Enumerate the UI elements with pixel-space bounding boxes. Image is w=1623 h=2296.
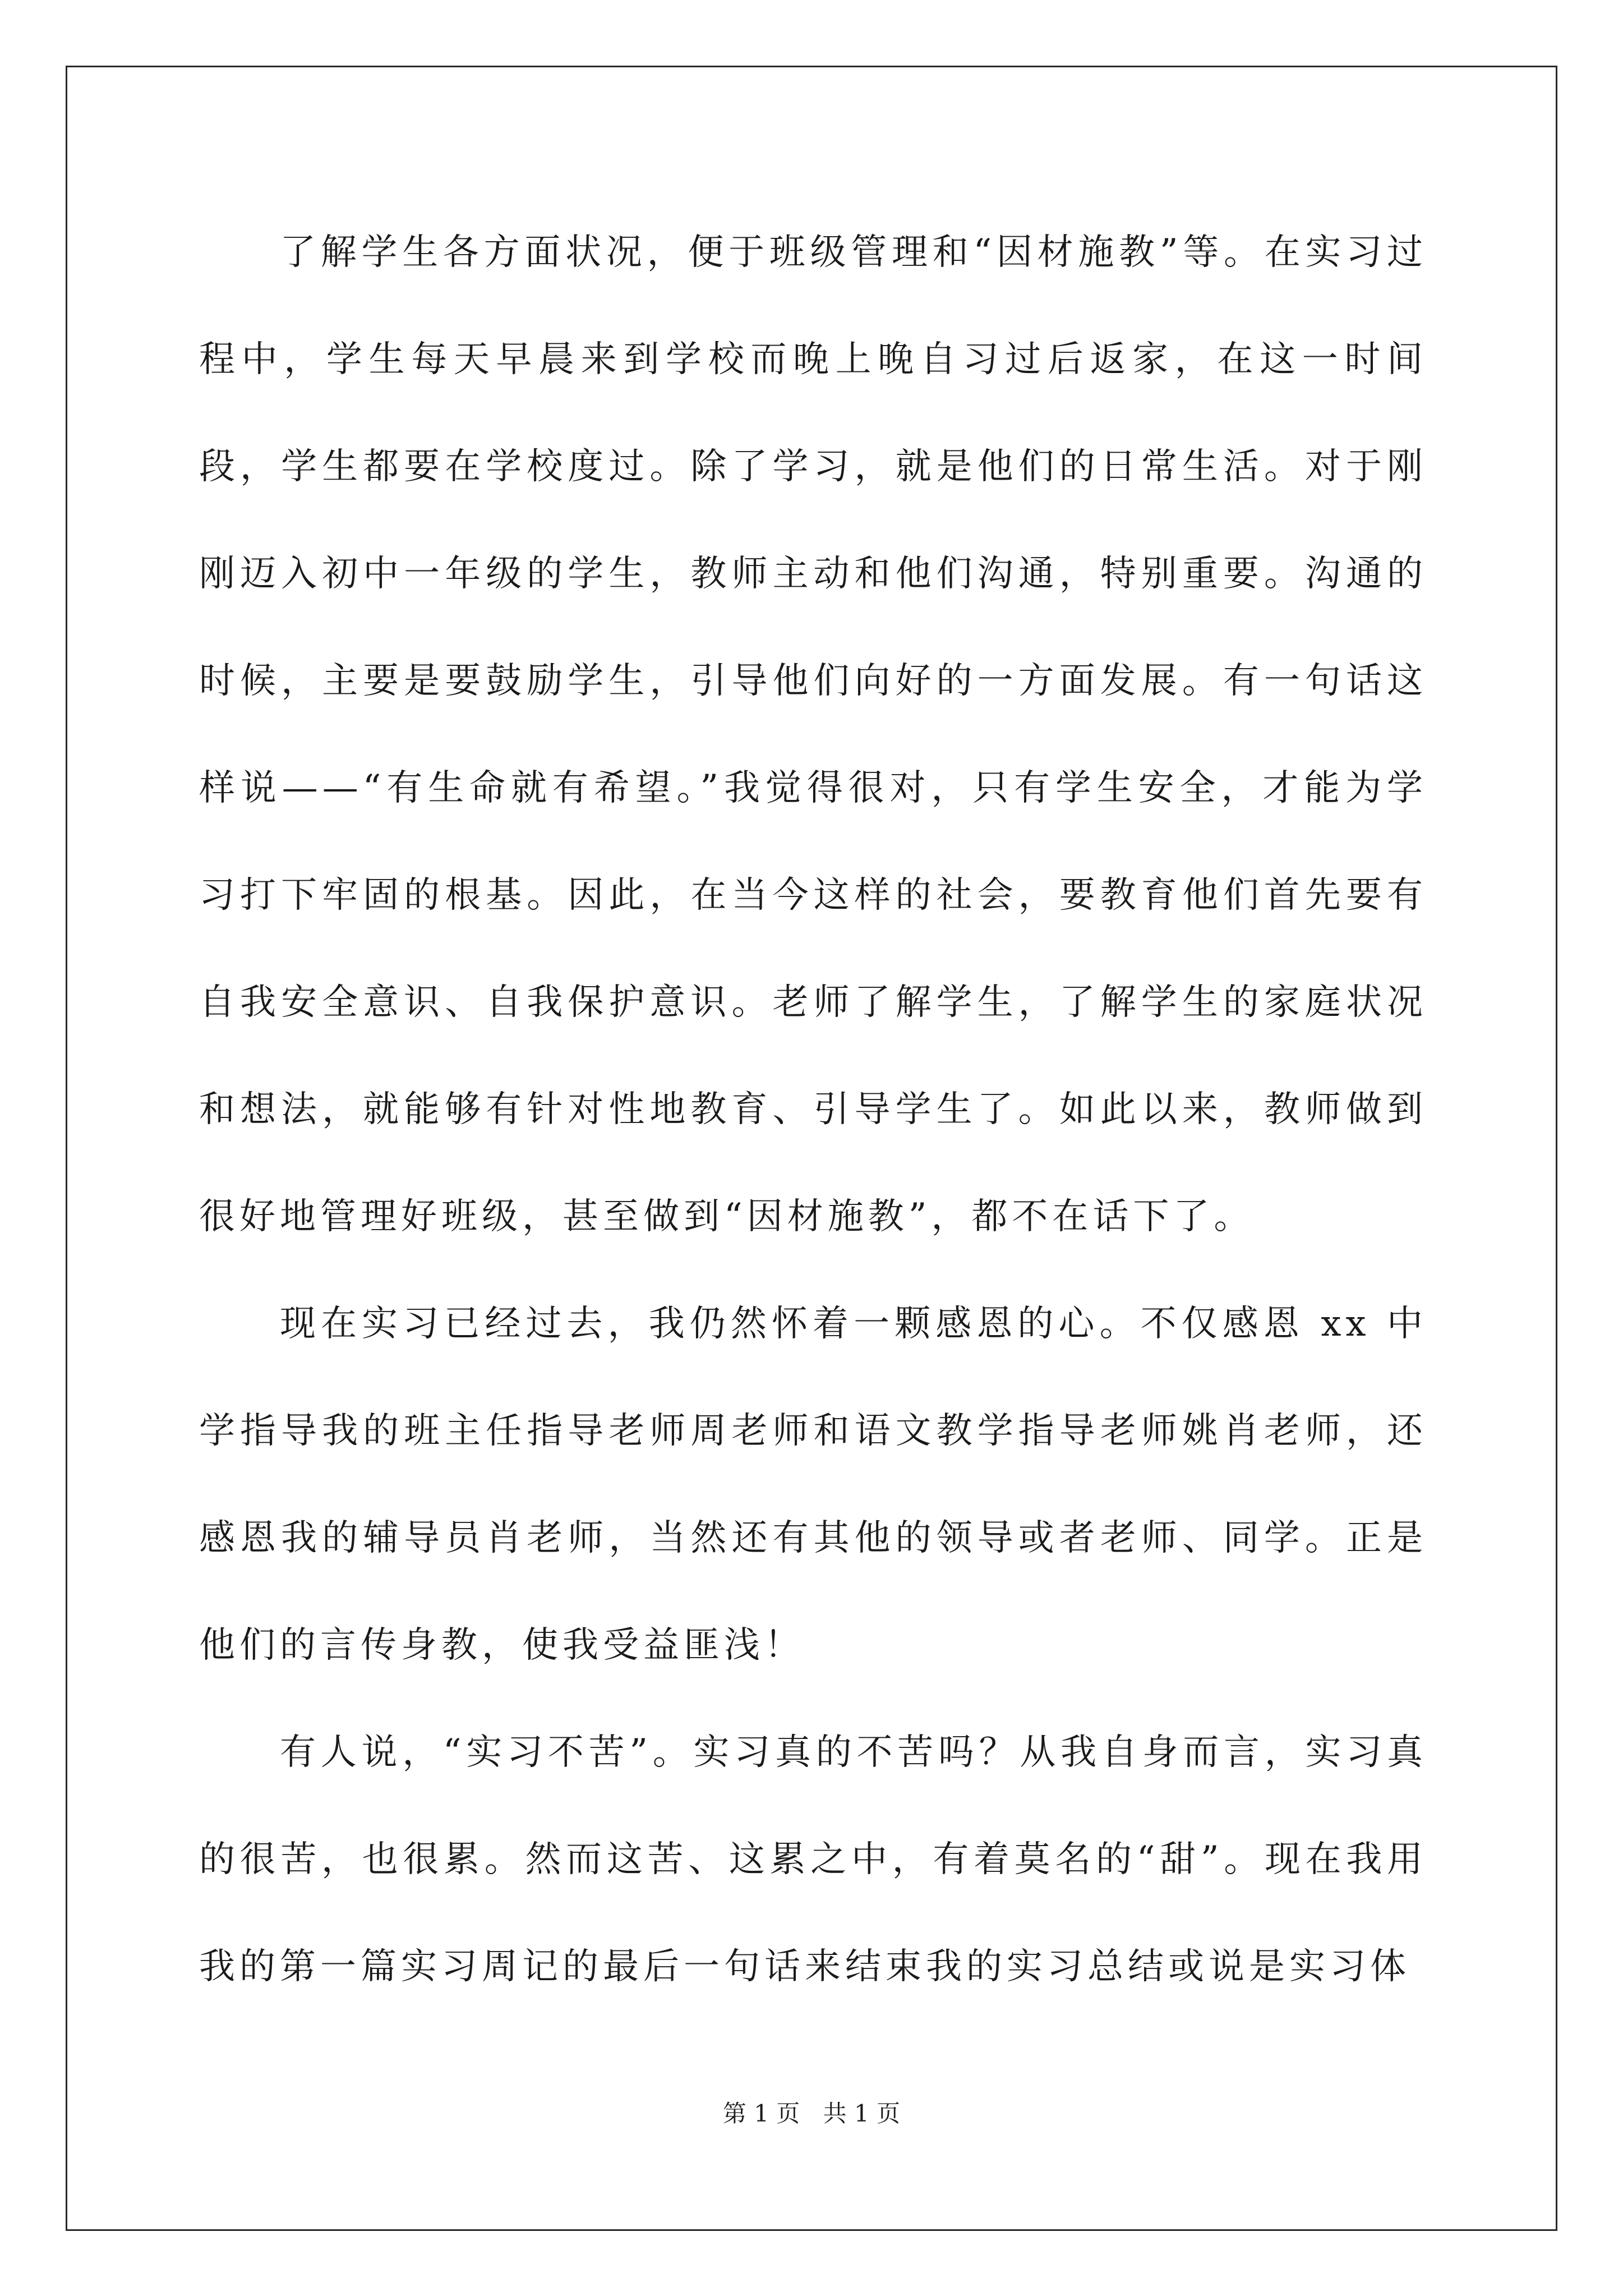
paragraph-3: 有人说，“实习不苦”。实习真的不苦吗？从我自身而言，实习真的很苦，也很累。然而这苦、这累之中，有着莫名的“甜”。现在我用我的第一篇实习周记的最后一句话来结束我的实习总结或说是实习体 (199, 1732, 1427, 1987)
document-body (199, 199, 1427, 2021)
page-total: 共 1 页 (823, 2100, 901, 2127)
paragraph-2: 现在实习已经过去，我仍然怀着一颗感恩的心。不仅感恩 xx 中学指导我的班主任指导老师周老师和语文教学指导老师姚肖老师，还感恩我的辅导员肖老师，当然还有其他的领导或者老师、同学。正是他们的言传身教，使我受益匪浅！ (199, 1303, 1427, 1666)
page-footer (0, 2095, 1623, 2129)
paragraph-1: 了解学生各方面状况，便于班级管理和“因材施教”等。在实习过程中，学生每天早晨来到学校而晚上晚自习过后返家，在这一时间段，学生都要在学校度过。除了学习，就是他们的日常生活。对于刚刚迈入初中一年级的学生，教师主动和他们沟通，特别重要。沟通的时候，主要是要鼓励学生，引导他们向好的一方面发展。有一句话这样说——“有生命就有希望。”我觉得很对，只有学生安全，才能为学习打下牢固的根基。因此，在当今这样的社会，要教育他们首先要有自我安全意识、自我保护意识。老师了解学生，了解学生的家庭状况和想法，就能够有针对性地教育、引导学生了。如此以来，教师做到很好地管理好班级，甚至做到“因材施教”，都不在话下了。 (199, 232, 1427, 1237)
page-number: 第 1 页 (722, 2100, 800, 2127)
